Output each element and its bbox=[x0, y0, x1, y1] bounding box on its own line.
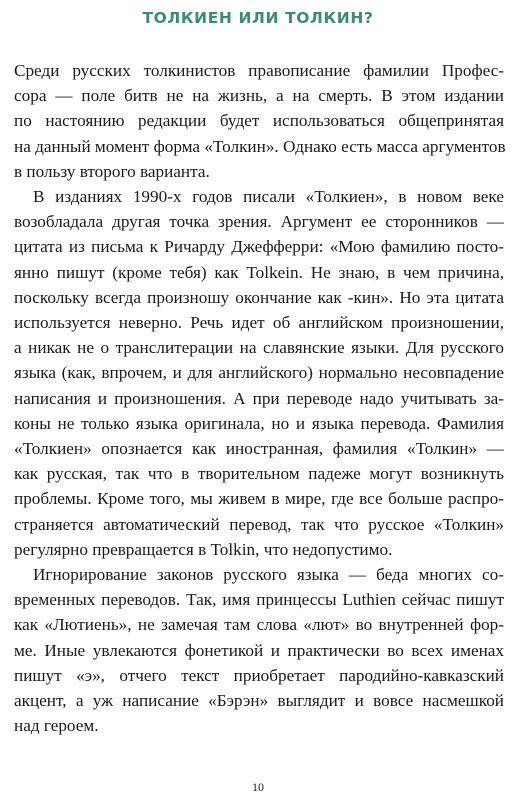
text-line: янно пишут (кроме тебя) как Tolkein. Не знаю, в чем причина, bbox=[14, 262, 504, 282]
text-line: Игнорирование законов русского языка — беда многих со- bbox=[33, 565, 504, 585]
text-line: как русская, так что в творительном падеже могут возникнуть bbox=[14, 464, 504, 484]
page-number: 10 bbox=[252, 780, 264, 794]
chapter-heading: ТОЛКИЕН ИЛИ ТОЛКИН? bbox=[142, 9, 374, 27]
text-line: над героем. bbox=[14, 716, 99, 736]
text-line: возобладала другая точка зрения. Аргумент ее сторонников — bbox=[14, 212, 504, 232]
text-line: а никак не о транслитерации на славянские языки. Для русского bbox=[14, 338, 504, 358]
text-line: «Толкиен» опознается как иностранная, фамилия «Толкин» — bbox=[14, 439, 504, 459]
text-line: пишут «э», отчего текст приобретает пародийно-кавказский bbox=[14, 665, 504, 685]
text-line: в пользу второго варианта. bbox=[14, 161, 210, 181]
body-text bbox=[14, 58, 504, 738]
text-line: используется неверно. Речь идет об английском произношении, bbox=[14, 313, 504, 333]
text-line: языка (как, впрочем, и для английского) нормально несовпадение bbox=[14, 363, 504, 383]
text-line: акцент, а уж написание «Бэрэн» выглядит и вовсе насмешкой bbox=[14, 691, 504, 711]
text-line: Среди русских толкинистов правописание фамилии Профес- bbox=[14, 61, 504, 80]
text-line: временных переводов. Так, имя принцессы Luthien сейчас пишут bbox=[14, 590, 504, 610]
text-line: проблемы. Кроме того, мы живем в мире, где все больше распро- bbox=[14, 489, 504, 509]
text-line: страняется автоматический перевод, так что русское «Толкин» bbox=[14, 514, 504, 534]
text-line: коны не только языка оригинала, но и языка перевода. Фамилия bbox=[14, 413, 504, 433]
paragraph-3 bbox=[14, 562, 504, 738]
text-line: написания и произношения. А при переводе надо учитывать за- bbox=[14, 388, 504, 408]
text-line: В изданиях 1990-х годов писали «Толкиен», в новом веке bbox=[33, 187, 504, 207]
text-line: как «Лютиень», не замечая там слова «лют» во внутренней фор- bbox=[14, 615, 504, 635]
text-line: цитата из письма к Ричарду Джефферри: «Мою фамилию посто- bbox=[14, 237, 504, 257]
paragraph-1 bbox=[14, 58, 504, 184]
text-line: поскольку всегда произношу окончание как -кин». Но эта цитата bbox=[14, 287, 504, 307]
text-line: регулярно превращается в Tolkin, что недопустимо. bbox=[14, 539, 393, 559]
paragraph-2 bbox=[14, 184, 504, 562]
text-line: по настоянию редакции будет использоваться общепринятая bbox=[14, 111, 504, 131]
text-line: ме. Иные увлекаются фонетикой и практически во всех именах bbox=[14, 640, 504, 660]
text-line: на данный момент форма «Толкин». Однако есть масса аргументов bbox=[14, 136, 506, 156]
text-line: сора — поле битв не на жизнь, а на смерть. В этом издании bbox=[14, 86, 504, 106]
